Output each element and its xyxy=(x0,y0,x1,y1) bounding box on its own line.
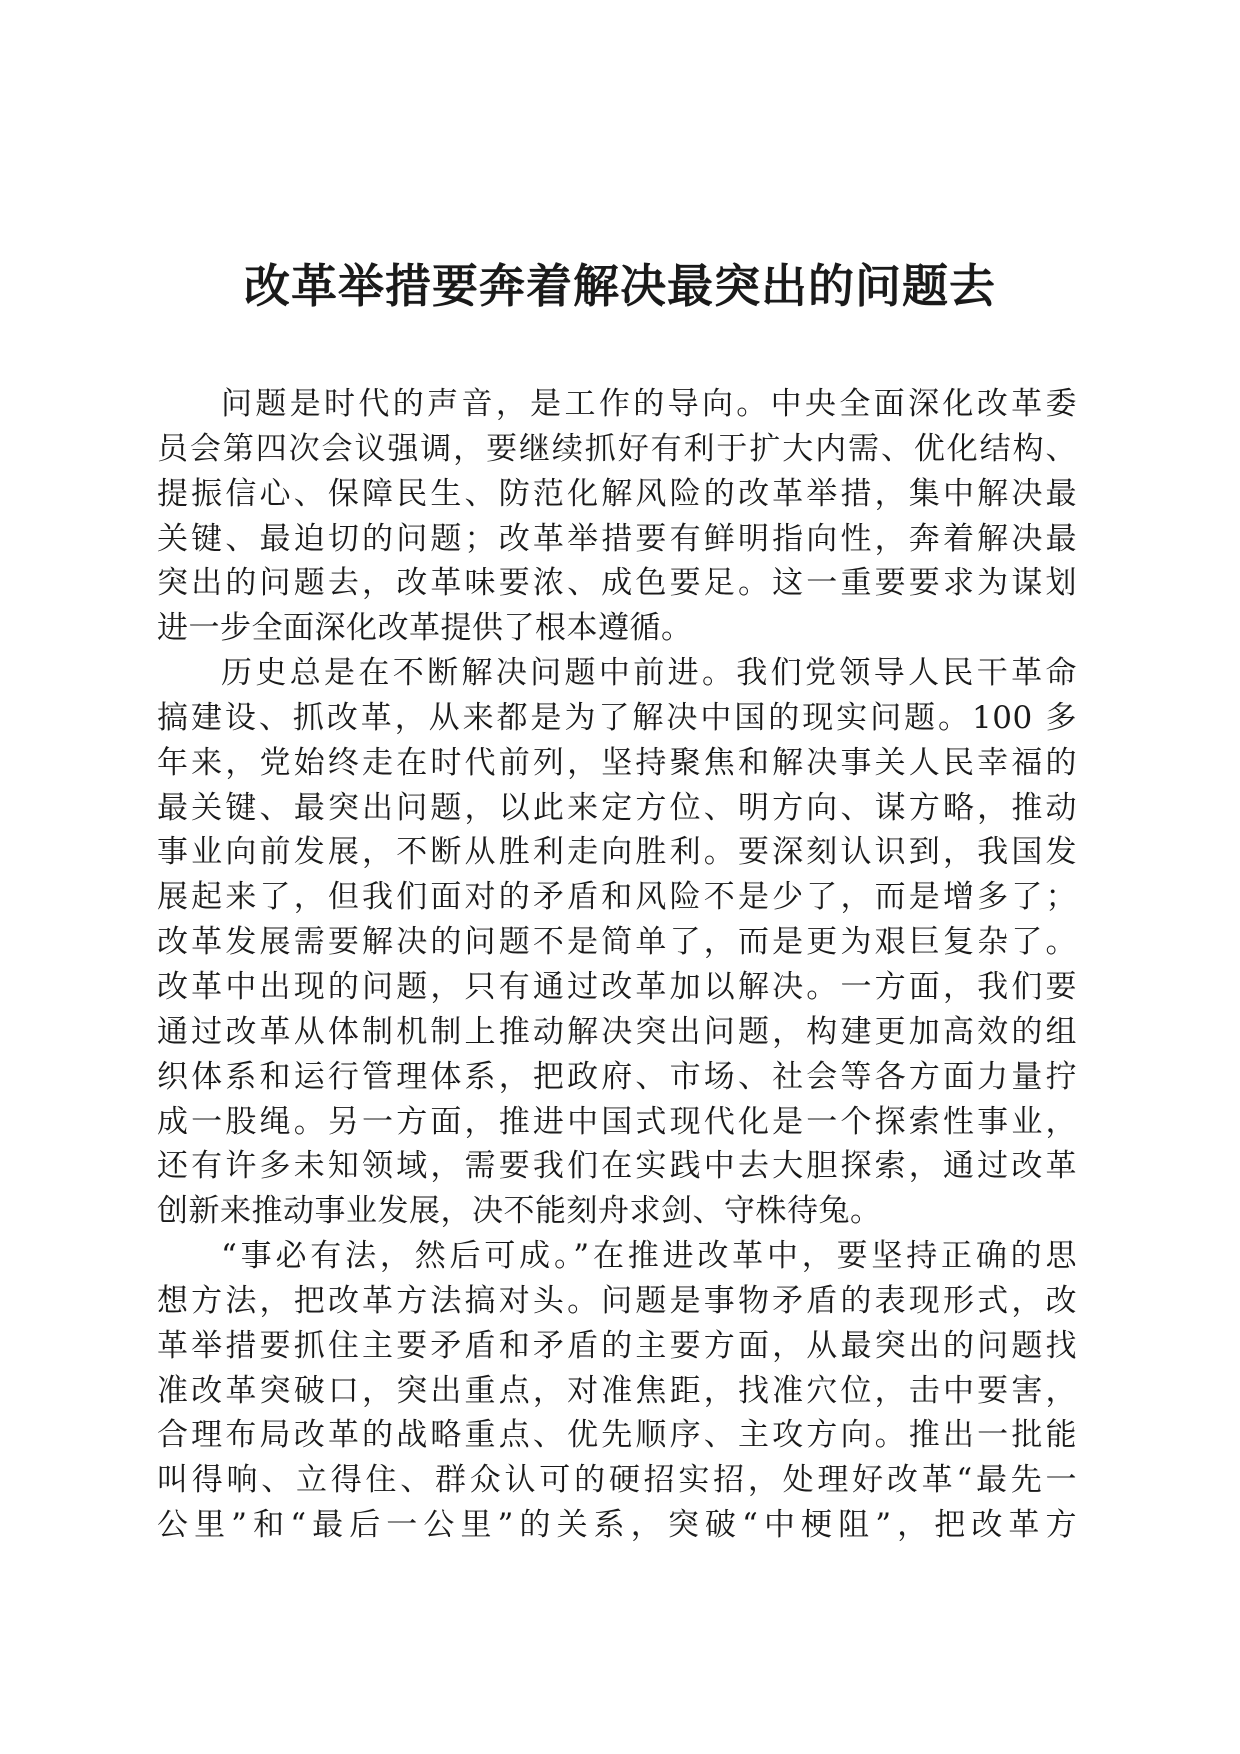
body-text-line: 改革发展需要解决的问题不是简单了，而是更为艰巨复杂了。 xyxy=(157,924,1077,961)
body-text-line: 进一步全面深化改革提供了根本遵循。 xyxy=(157,610,693,647)
body-text-line: 历史总是在不断解决问题中前进。我们党领导人民干革命 xyxy=(221,655,1077,692)
body-text-line: 提振信心、保障民生、防范化解风险的改革举措，集中解决最 xyxy=(157,475,1077,512)
body-text-line: 创新来推动事业发展，决不能刻舟求剑、守株待兔。 xyxy=(157,1193,882,1230)
body-text-line: 员会第四次会议强调，要继续抓好有利于扩大内需、优化结构、 xyxy=(157,430,1077,467)
body-text-line: 问题是时代的声音，是工作的导向。中央全面深化改革委 xyxy=(221,386,1077,422)
body-text-line: 最关键、最突出问题，以此来定方位、明方向、谋方略，推动 xyxy=(157,789,1077,826)
body-text-line: 准改革突破口，突出重点，对准焦距，找准穴位，击中要害， xyxy=(157,1372,1077,1409)
document-body xyxy=(157,382,1077,1548)
body-text-line: “事必有法，然后可成。”在推进改革中，要坚持正确的思 xyxy=(221,1238,1077,1275)
body-text-line: 展起来了，但我们面对的矛盾和风险不是少了，而是增多了； xyxy=(157,879,1077,916)
body-text-line: 事业向前发展，不断从胜利走向胜利。要深刻认识到，我国发 xyxy=(157,834,1077,871)
body-text-line: 公里”和“最后一公里”的关系，突破“中梗阻”，把改革方 xyxy=(157,1507,1077,1544)
body-text-line: 想方法，把改革方法搞对头。问题是事物矛盾的表现形式，改 xyxy=(157,1282,1077,1319)
body-text-line: 织体系和运行管理体系，把政府、市场、社会等各方面力量拧 xyxy=(157,1058,1077,1095)
body-text-line: 还有许多未知领域，需要我们在实践中去大胆探索，通过改革 xyxy=(157,1148,1077,1185)
body-text-line: 搞建设、抓改革，从来都是为了解决中国的现实问题。100 多 xyxy=(157,699,1077,736)
document-title: 改革举措要奔着解决最突出的问题去 xyxy=(244,259,996,313)
body-text-line: 年来，党始终走在时代前列，坚持聚焦和解决事关人民幸福的 xyxy=(157,744,1077,781)
body-text-line: 改革中出现的问题，只有通过改革加以解决。一方面，我们要 xyxy=(157,968,1077,1005)
body-text-line: 突出的问题去，改革味要浓、成色要足。这一重要要求为谋划 xyxy=(157,565,1077,602)
body-text-line: 关键、最迫切的问题；改革举措要有鲜明指向性，奔着解决最 xyxy=(157,520,1077,557)
body-text-line: 合理布局改革的战略重点、优先顺序、主攻方向。推出一批能 xyxy=(157,1417,1077,1454)
body-text-line: 革举措要抓住主要矛盾和矛盾的主要方面，从最突出的问题找 xyxy=(157,1327,1077,1364)
body-text-line: 叫得响、立得住、群众认可的硬招实招，处理好改革“最先一 xyxy=(157,1462,1077,1499)
body-text-line: 通过改革从体制机制上推动解决突出问题，构建更加高效的组 xyxy=(157,1013,1077,1050)
body-text-line: 成一股绳。另一方面，推进中国式现代化是一个探索性事业， xyxy=(157,1103,1077,1140)
